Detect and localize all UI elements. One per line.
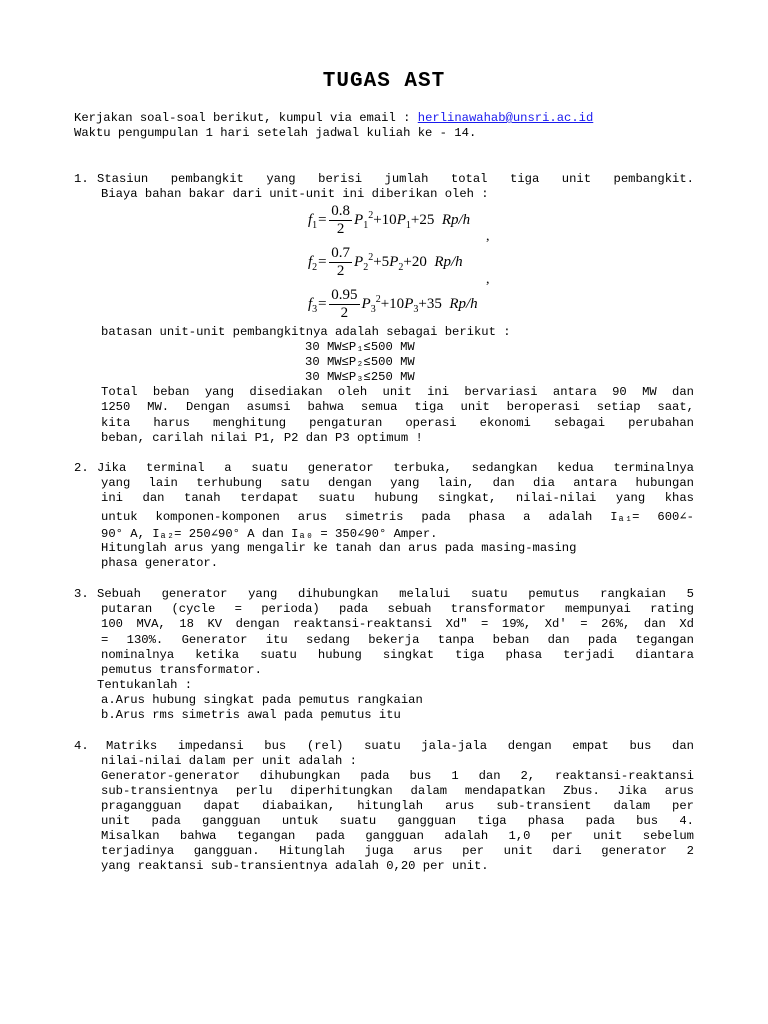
equation-f3: $f_3=$ $\frac{0.95}{2}$ $P_3^2+10P_3+35$ Rp/h [308,287,478,321]
q2-number: 2. [74,461,89,475]
q4-line: sub-transientnya perlu diperhitungkan dalam mendapatkan Zbus. Jika arus [101,784,694,798]
q4-line: Matriks impedansi bus (rel) suatu jala-jala dengan empat bus dan [106,739,694,753]
q3-number: 3. [74,587,89,601]
q2-line: Jika terminal a suatu generator terbuka, sedangkan kedua terminalnya [97,461,694,475]
q4-line: pragangguan dapat diabaikan, hitunglah arus sub-transient dalam per [101,799,694,813]
q3-line: Tentukanlah : [97,678,193,692]
q3-line: = 130%. Generator itu sedang bekerja tanpa beban dan pada tegangan [101,633,694,647]
q1-line: kita harus menghitung pengaturan operasi ekonomi sebagai perubahan [101,416,694,430]
q1-line: Stasiun pembangkit yang berisi jumlah total tiga unit pembangkit. [97,172,694,186]
q3-line: pemutus transformator. [101,663,262,677]
equation-f2: $f_2=$ $\frac{0.7}{2}$ $P_2^2+5P_2+20$ Rp/h [308,245,463,279]
q4-line: yang reaktansi sub-transientnya adalah 0,20 per unit. [101,859,489,873]
comma: , [486,229,490,244]
comma: , [486,272,490,287]
q1-line: beban, carilah nilai P1, P2 dan P3 optimum ! [101,431,423,445]
q3-line: Sebuah generator yang dihubungkan melalui suatu pemutus rangkaian 5 [97,587,694,601]
q4-line: terjadinya gangguan. Hitunglah juga arus per unit dari generator 2 [101,844,694,858]
page-title: TUGAS AST [322,70,446,93]
constraint-p3: 30 MW≤P₃≤250 MW [305,370,415,384]
email-link[interactable]: herlinawahab@unsri.ac.id [417,111,594,125]
q4-line: Misalkan bahwa tegangan pada gangguan adalah 1,0 per unit sebelum [101,829,694,843]
q3-item-a: a.Arus hubung singkat pada pemutus rangkaian [101,693,423,707]
q1-line: Total beban yang disediakan oleh unit ini bervariasi antara 90 MW dan [101,385,694,399]
q2-line: ini dan tanah terdapat suatu hubung singkat, nilai-nilai yang khas [101,491,694,505]
q2-line: yang lain terhubung satu dengan yang lain, dan dia antara hubungan [101,476,694,490]
q3-line: putaran (cycle = perioda) pada sebuah transformator mempunyai rating [101,602,694,616]
q1-line: 1250 MW. Dengan asumsi bahwa semua tiga unit beroperasi setiap saat, [101,400,694,414]
q4-line: unit pada gangguan untuk suatu gangguan tiga phasa pada bus 4. [101,814,694,828]
q2-line: phasa generator. [101,556,219,570]
constraint-p2: 30 MW≤P₂≤500 MW [305,355,415,369]
q1-line: batasan unit-unit pembangkitnya adalah sebagai berikut : [101,325,511,339]
q2-line: untuk komponen-komponen arus simetris pada phasa a adalah Iₐ₁= 600∠- [101,510,694,524]
q2-line: Hitunglah arus yang mengalir ke tanah dan arus pada masing-masing [101,541,577,555]
q4-line: Generator-generator dihubungkan pada bus 1 dan 2, reaktansi-reaktansi [101,769,694,783]
q1-number: 1. [74,172,89,186]
intro-text: Kerjakan soal-soal berikut, kumpul via email : [74,111,418,125]
intro-line-2: Waktu pengumpulan 1 hari setelah jadwal kuliah ke - 14. [74,126,477,140]
constraint-p1: 30 MW≤P₁≤500 MW [305,340,415,354]
q3-line: nominalnya ketika suatu hubung singkat tiga phasa terjadi diantara [101,648,694,662]
q3-line: 100 MVA, 18 KV dengan reaktansi-reaktansi Xd" = 19%, Xd' = 26%, dan Xd [101,617,694,631]
intro-line-1 [74,111,593,125]
q2-line: 90° A, Iₐ₂= 250∠90° A dan Iₐ₀ = 350∠90° Amper. [101,527,438,541]
q4-line: nilai-nilai dalam per unit adalah : [101,754,357,768]
q4-number: 4. [74,739,89,753]
q1-line: Biaya bahan bakar dari unit-unit ini diberikan oleh : [101,187,489,201]
q3-item-b: b.Arus rms simetris awal pada pemutus itu [101,708,401,722]
equation-f1: $f_1=$ $\frac{0.8}{2}$ $P_1^2+10P_1+25$ Rp/h [308,203,471,237]
